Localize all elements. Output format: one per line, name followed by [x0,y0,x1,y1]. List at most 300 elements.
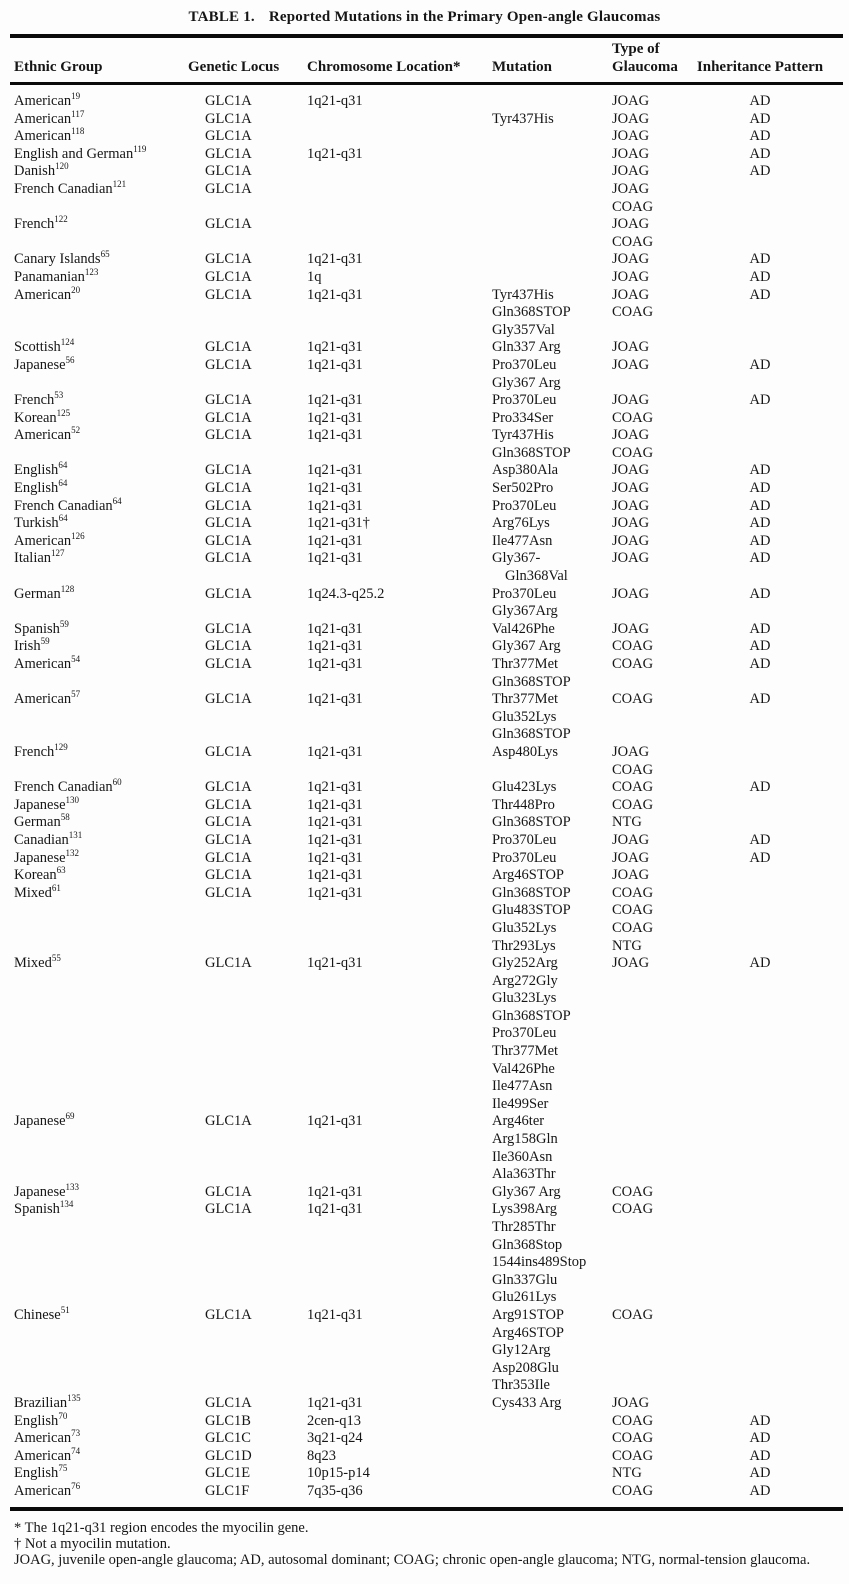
ethnic-label: Scottish$^{124}$ [14,337,75,356]
inheritance-value: AD [749,356,771,373]
ethnic-label: American$^{74}$ [14,1445,81,1464]
cell-chromosome-location [307,515,492,533]
mutation-line: Arg46STOP [492,867,564,884]
mutation-line: Gly367Arg [492,603,558,620]
glaucoma-type-line: COAG [612,1447,654,1464]
mutation-line: Val426Phe [492,1060,555,1077]
mutation-line: Pro334Ser [492,409,554,426]
reference-superscript: 129 [54,742,68,753]
cell-ethnic-group [14,357,205,392]
cell-inheritance-pattern [695,638,825,656]
cell-ethnic-group [14,143,205,164]
reference-superscript: 59 [59,618,69,629]
inheritance-value: AD [749,462,771,479]
cell-glaucoma-type [612,885,695,955]
ethnic-label: American$^{126}$ [14,531,85,549]
cell-chromosome-location [307,339,492,357]
table-row [0,1465,849,1483]
ethnic-label: English$^{75}$ [14,1463,68,1482]
reference-superscript: 53 [54,390,64,401]
cell-genetic-locus [205,1465,307,1483]
cell-chromosome-location [307,498,492,516]
mutation-line: Thr353Ile [492,1377,550,1394]
cell-chromosome-location [307,1430,492,1448]
cell-mutation [492,515,612,533]
footnotes [0,1520,849,1568]
inheritance-value: AD [749,638,771,655]
location-value: 1q21-q31 [307,1113,363,1130]
mutation-line: Ala363Thr [492,1166,556,1183]
table-row [0,1307,849,1395]
cell-glaucoma-type [612,1465,695,1483]
mutation-line: Tyr437His [492,286,554,303]
glaucoma-type-line: JOAG [612,356,650,373]
reference-superscript: 59 [40,636,50,647]
cell-genetic-locus [205,586,307,621]
reference-superscript: 134 [59,1199,74,1210]
mutation-line: Gln337Glu [492,1271,558,1288]
mutation-line: Glu483STOP [492,902,571,919]
inheritance-value: AD [749,145,771,162]
cell-ethnic-group [14,339,205,357]
mutation-line: Gln368STOP [492,304,571,321]
cell-glaucoma-type [612,1448,695,1466]
locus-value: GLC1A [205,163,252,180]
cell-genetic-locus [205,1184,307,1202]
cell-ethnic-group [14,108,205,129]
ethnic-label: Japanese$^{133}$ [14,1181,80,1200]
reference-superscript: 55 [51,953,61,964]
reference-superscript: 54 [71,654,81,665]
table-header [0,38,849,82]
table-row [0,882,849,955]
location-value: 7q35-q36 [307,1482,363,1499]
inheritance-value: AD [749,1447,771,1464]
cell-chromosome-location [307,1113,492,1183]
cell-genetic-locus [205,216,307,251]
mutation-line: Ser502Pro [492,480,554,497]
cell-ethnic-group [14,216,205,251]
cell-inheritance-pattern [695,498,825,516]
cell-mutation [492,462,612,480]
cell-genetic-locus [205,392,307,410]
cell-inheritance-pattern [695,1184,825,1202]
locus-value: GLC1F [205,1482,250,1499]
cell-chromosome-location [307,93,492,111]
cell-ethnic-group [14,1395,205,1413]
cell-glaucoma-type [612,691,695,744]
cell-glaucoma-type [612,339,695,357]
glaucoma-type-line: COAG [612,761,654,778]
table-row [0,181,849,216]
reference-superscript: 64 [58,478,68,489]
column-header-glaucoma-type-line2: Glaucoma [612,59,678,75]
cell-inheritance-pattern [695,93,825,111]
ethnic-label: Panamanian$^{123}$ [14,267,99,285]
location-value: 1q21-q31 [307,480,363,497]
footnote-abbreviations: JOAG, juvenile open-angle glaucoma; AD, autosomal dominant; COAG; chronic open-angle glaucoma; NTG, normal-tension glaucoma. [14,1551,811,1568]
location-value: 1q21-q31 [307,796,363,813]
cell-ethnic-group [14,1430,205,1448]
mutation-line: Pro370Leu [492,849,557,866]
reference-superscript: 127 [51,548,65,559]
glaucoma-type-line: COAG [612,1183,654,1200]
table-row [0,216,849,251]
cell-glaucoma-type [612,1201,695,1307]
cell-mutation [492,533,612,551]
cell-inheritance-pattern [695,797,825,815]
cell-inheritance-pattern [695,1413,825,1431]
cell-chromosome-location [307,1483,492,1501]
cell-glaucoma-type [612,111,695,129]
cell-chromosome-location [307,779,492,797]
locus-value: GLC1A [205,831,252,848]
cell-mutation [492,111,612,129]
reference-superscript: 131 [68,830,83,841]
cell-glaucoma-type [612,216,695,251]
cell-mutation [492,586,612,621]
mutation-line: Ile360Asn [492,1148,553,1165]
table-row [0,128,849,146]
glaucoma-type-line: JOAG [612,392,650,409]
inheritance-value: AD [749,286,771,303]
cell-ethnic-group [14,794,205,815]
locus-value: GLC1A [205,1394,252,1411]
cell-ethnic-group [14,832,205,850]
ethnic-label: French Canadian$^{121}$ [14,179,127,197]
cell-mutation [492,832,612,850]
cell-mutation [492,779,612,797]
location-value: 1q21-q31 [307,620,363,637]
cell-ethnic-group [14,656,205,691]
locus-value: GLC1E [205,1465,251,1482]
inheritance-value: AD [749,128,771,145]
cell-mutation [492,691,612,744]
cell-mutation [492,216,612,251]
cell-genetic-locus [205,339,307,357]
locus-value: GLC1A [205,497,252,514]
ethnic-label: American$^{118}$ [14,126,85,145]
glaucoma-type-line: COAG [612,796,654,813]
cell-glaucoma-type [612,427,695,462]
cell-genetic-locus [205,1413,307,1431]
cell-genetic-locus [205,1201,307,1307]
locus-value: GLC1A [205,849,252,866]
cell-inheritance-pattern [695,163,825,181]
table-row [0,515,849,533]
ethnic-label: English$^{70}$ [14,1410,68,1429]
locus-value: GLC1A [205,462,252,479]
table-row [0,867,849,885]
mutation-line: Pro370Leu [492,392,557,409]
reference-superscript: 61 [51,882,61,893]
location-value: 1q21-q31 [307,339,363,356]
cell-genetic-locus [205,1430,307,1448]
cell-inheritance-pattern [695,533,825,551]
cell-glaucoma-type [612,797,695,815]
ethnic-label: Spanish$^{134}$ [14,1199,74,1218]
locus-value: GLC1A [205,779,252,796]
cell-inheritance-pattern [695,251,825,269]
cell-genetic-locus [205,638,307,656]
cell-ethnic-group [14,847,205,868]
inheritance-value: AD [749,532,771,549]
cell-genetic-locus [205,691,307,744]
mutation-line: Arg46STOP [492,1324,564,1341]
cell-inheritance-pattern [695,867,825,885]
cell-mutation [492,163,612,181]
table-row [0,1483,849,1501]
cell-ethnic-group [14,955,205,1113]
cell-chromosome-location [307,128,492,146]
cell-inheritance-pattern [695,814,825,832]
cell-mutation [492,1483,612,1501]
mutation-line: Glu423Lys [492,779,557,796]
mutation-line: Gln368STOP [492,814,571,831]
cell-inheritance-pattern [695,462,825,480]
cell-ethnic-group [14,392,205,410]
cell-mutation [492,1430,612,1448]
cell-ethnic-group [14,1181,205,1202]
cell-chromosome-location [307,1395,492,1413]
cell-genetic-locus [205,163,307,181]
inheritance-value: AD [749,1465,771,1482]
location-value: 1q21-q31 [307,691,363,708]
inheritance-value: AD [749,110,771,127]
cell-mutation [492,1413,612,1431]
mutation-line: Pro370Leu [492,497,557,514]
cell-chromosome-location [307,480,492,498]
table-row [0,480,849,498]
location-value: 8q23 [307,1447,336,1464]
ethnic-label: English and German$^{119}$ [14,143,147,162]
table-row [0,462,849,480]
locus-value: GLC1A [205,251,252,268]
cell-chromosome-location [307,850,492,868]
cell-mutation [492,621,612,639]
glaucoma-type-line: COAG [612,884,654,901]
cell-inheritance-pattern [695,832,825,850]
reference-superscript: 64 [112,495,122,506]
glaucoma-type-line: JOAG [612,515,650,532]
glaucoma-type-line: COAG [612,1306,654,1323]
reference-superscript: 57 [71,689,81,700]
column-header-glaucoma-type-line1: Type of [612,41,660,57]
reference-superscript: 126 [71,531,85,542]
cell-ethnic-group [14,638,205,656]
inheritance-value: AD [749,585,771,602]
cell-genetic-locus [205,462,307,480]
location-value: 1q21-q31 [307,427,363,444]
cell-glaucoma-type [612,392,695,410]
cell-inheritance-pattern [695,410,825,428]
locus-value: GLC1A [205,356,252,373]
cell-ethnic-group [14,93,205,111]
column-header-ethnic-group: Ethnic Group [14,59,103,75]
inheritance-value: AD [749,392,771,409]
cell-inheritance-pattern [695,586,825,621]
cell-mutation [492,850,612,868]
cell-inheritance-pattern [695,955,825,1113]
reference-superscript: 64 [58,513,68,524]
reference-superscript: 120 [55,161,69,172]
glaucoma-type-line: JOAG [612,743,650,760]
cell-mutation [492,1113,612,1183]
cell-genetic-locus [205,550,307,585]
glaucoma-type-line: COAG [612,409,654,426]
reference-superscript: 69 [65,1111,75,1122]
cell-mutation [492,357,612,392]
glaucoma-type-line: JOAG [612,93,650,109]
cell-ethnic-group [14,867,205,885]
glaucoma-type-line: JOAG [612,180,650,197]
table-row [0,691,849,744]
locus-value: GLC1B [205,1412,251,1429]
cell-inheritance-pattern [695,480,825,498]
locus-value: GLC1A [205,550,252,567]
inheritance-value: AD [749,1482,771,1499]
table-row [0,269,849,287]
mutation-line: Glu352Lys [492,919,557,936]
locus-value: GLC1A [205,427,252,444]
glaucoma-type-line: COAG [612,1412,654,1429]
cell-genetic-locus [205,251,307,269]
locus-value: GLC1A [205,743,252,760]
cell-genetic-locus [205,850,307,868]
cell-glaucoma-type [612,462,695,480]
location-value: 1q21-q31 [307,532,363,549]
mutation-line: Gly367- [492,550,541,567]
cell-glaucoma-type [612,1113,695,1183]
locus-value: GLC1A [205,1183,252,1200]
cell-glaucoma-type [612,1430,695,1448]
ethnic-label: American$^{54}$ [14,654,81,672]
cell-inheritance-pattern [695,1113,825,1183]
cell-mutation [492,814,612,832]
cell-inheritance-pattern [695,1430,825,1448]
location-value: 1q21-q31 [307,409,363,426]
mutation-line: Pro370Leu [492,356,557,373]
table-row [0,1430,849,1448]
cell-glaucoma-type [612,269,695,287]
locus-value: GLC1C [205,1430,251,1447]
cell-inheritance-pattern [695,216,825,251]
glaucoma-type-line: COAG [612,656,654,672]
cell-ethnic-group [14,181,205,216]
cell-mutation [492,251,612,269]
locus-value: GLC1A [205,1113,252,1130]
glaucoma-type-line: JOAG [612,128,650,145]
ethnic-label: Mixed$^{55}$ [14,953,61,972]
glaucoma-type-line: JOAG [612,286,650,303]
locus-value: GLC1A [205,1306,252,1323]
cell-chromosome-location [307,181,492,216]
ethnic-label: American$^{20}$ [14,284,81,303]
cell-chromosome-location [307,357,492,392]
cell-inheritance-pattern [695,1307,825,1395]
reference-superscript: 51 [60,1305,70,1316]
reference-superscript: 65 [100,249,110,260]
cell-ethnic-group [14,1307,205,1395]
cell-glaucoma-type [612,867,695,885]
mutation-line: Gly12Arg [492,1342,551,1359]
locus-value: GLC1A [205,585,252,602]
ethnic-label: Japanese$^{56}$ [14,355,75,373]
mutation-line: Thr377Met [492,1043,559,1060]
cell-glaucoma-type [612,480,695,498]
inheritance-value: AD [749,849,771,866]
inheritance-value: AD [749,93,771,109]
cell-inheritance-pattern [695,1465,825,1483]
table-row [0,495,849,516]
cell-chromosome-location [307,410,492,428]
mutation-line: Gln368Val [505,568,568,585]
glaucoma-type-line: COAG [612,638,654,655]
cell-glaucoma-type [612,832,695,850]
cell-genetic-locus [205,146,307,164]
cell-ethnic-group [14,269,205,287]
ethnic-label: English$^{64}$ [14,460,68,479]
cell-chromosome-location [307,1184,492,1202]
inheritance-value: AD [749,550,771,567]
cell-mutation [492,392,612,410]
cell-genetic-locus [205,885,307,955]
cell-chromosome-location [307,885,492,955]
locus-value: GLC1A [205,867,252,884]
cell-mutation [492,955,612,1113]
cell-chromosome-location [307,216,492,251]
table-row [0,143,849,164]
cell-chromosome-location [307,111,492,129]
mutation-line: Thr377Met [492,656,559,672]
inheritance-value: AD [749,515,771,532]
cell-inheritance-pattern [695,181,825,216]
mutation-line: Val426Phe [492,620,555,637]
glaucoma-type-line: COAG [612,198,654,215]
location-value: 1q21-q31 [307,867,363,884]
cell-mutation [492,128,612,146]
cell-glaucoma-type [612,1483,695,1501]
mutation-line: Gly252Arg [492,955,558,972]
cell-glaucoma-type [612,955,695,1113]
ethnic-label: American$^{73}$ [14,1428,81,1447]
mutation-line: Thr377Met [492,691,559,708]
table-body [0,85,849,1501]
cell-chromosome-location [307,638,492,656]
cell-chromosome-location [307,146,492,164]
cell-chromosome-location [307,797,492,815]
cell-mutation [492,1448,612,1466]
column-header-mutation: Mutation [492,59,552,75]
location-value: 1q21-q31 [307,1394,363,1411]
mutation-line: Gln368STOP [492,726,571,743]
cell-chromosome-location [307,744,492,779]
cell-genetic-locus [205,111,307,129]
cell-genetic-locus [205,1448,307,1466]
footnote-asterisk: * The 1q21-q31 region encodes the myocilin gene. [14,1519,309,1536]
reference-superscript: 64 [58,460,68,471]
mutation-line: Asp480Lys [492,743,559,760]
ethnic-label: Spanish$^{59}$ [14,618,69,637]
mutation-line: Asp208Glu [492,1359,559,1376]
cell-genetic-locus [205,656,307,691]
cell-inheritance-pattern [695,744,825,779]
table-row [0,550,849,585]
cell-glaucoma-type [612,498,695,516]
location-value: 1q21-q31 [307,462,363,479]
location-value: 1q21-q31 [307,93,363,109]
location-value: 1q21-q31 [307,392,363,409]
